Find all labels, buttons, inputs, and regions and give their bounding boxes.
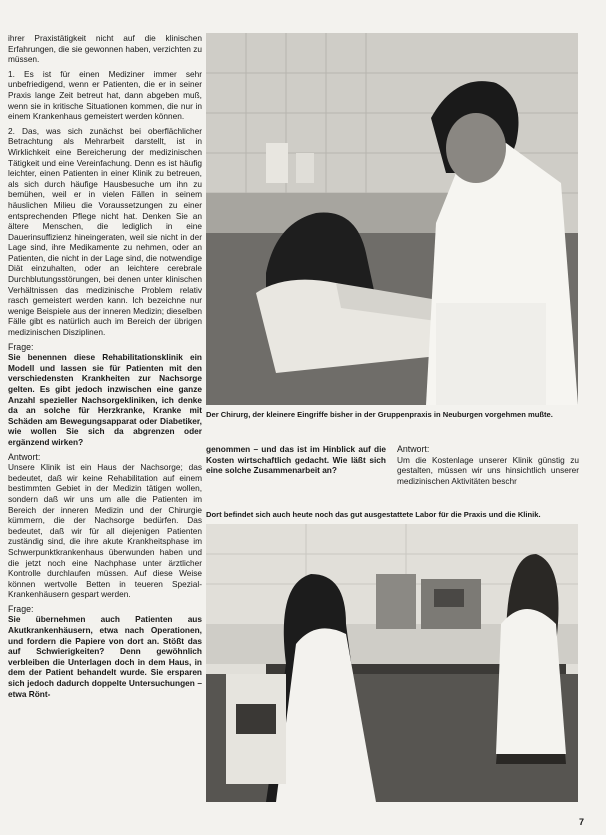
photo-doctor-with-patient-illustration <box>206 33 578 405</box>
point-2-paragraph: 2. Das, was sich zunächst bei oberflächlicher Betrachtung als Mehrarbeit darstellt, ist in Wirklichkeit eine Bereicherung der medizinischen Tätigkeit und eine Vereinfachung. Denn es ist häufig leichter, einen Patienten in einer Klinik zu betreuen, als sich durch häufige Hausbesuche um ihn zu bemühen, weil er in vielen Fällen in seinem häuslichen Milieu die Voraussetzungen zu einer entsprechenden Pflege nicht hat. Denken Sie an ältere Menschen, die lediglich in eine Dauerinsuffizienz hineingeraten, weil sie nicht in der Lage sind, ihre Medikamente zu nehmen, oder an Patienten, die nicht in der Lage sind, die notwendige Diät einzuhalten, oder an leichtere cerebrale Durchblutungsstörungen, bei denen unter klinischen Verhältnissen das medizinische Problem relativ rasch gemeistert werden kann. Ich bezeichne nur wenige Beispiele aus der inneren Medizin; dieselben Fälle gibt es natürlich auch im Bereich der übrigen medizinischen Disziplinen. <box>8 125 202 338</box>
answer-1-label: Antwort: <box>8 451 41 462</box>
photo-laboratory-illustration <box>206 524 578 802</box>
question-1-text: Sie benennen diese Rehabilitationsklinik ein Modell und lassen sie für Patienten mit den verschiedensten Krankheiten zur Nachsorge gelten. Es gibt jedoch inzwischen eine ganze Anzahl spezieller Nachsorgekliniken, ich denke da an solche für Herzkranke, Kranke mit Schäden am Bewegungsapparat oder Diabetiker, wie wollen Sie sich da abgrenzen oder ergänzend wirken? <box>8 352 202 447</box>
mid-right-block <box>397 444 579 486</box>
mid-left-text: genommen – und das ist im Hinblick auf die Kosten wirtschaftlich gedacht. Wie läßt sich eine solche Zusammenarbeit an? <box>206 444 386 476</box>
photo-bottom-caption: Dort befindet sich auch heute noch das gut ausgestattete Labor für die Praxis und die Klinik. <box>206 510 541 519</box>
page-number: 7 <box>578 817 584 827</box>
left-text-column <box>8 33 202 703</box>
photo-top-caption: Der Chirurg, der kleinere Eingriffe bisher in der Gruppenpraxis in Neuburgen vorgehmen mußte. <box>206 410 553 419</box>
intro-paragraph: ihrer Praxistätigkeit nicht auf die klinischen Erfahrungen, die sie gewonnen haben, verzichten zu müssen. <box>8 33 202 65</box>
question-2-text: Sie übernehmen auch Patienten aus Akutkrankenhäusern, etwa nach Operationen, und fordern die Papiere von dort an. Stößt das auf Schwierigkeiten? Denn gewöhnlich verbleiben die Unterlagen doch in dem Haus, in dem der Patient behandelt wurde. Sie ersparen sich jedoch dadurch doppelte Untersuchungen – etwa Rönt- <box>8 614 202 699</box>
photo-doctor-with-patient <box>206 33 578 405</box>
question-2-label: Frage: <box>8 603 34 614</box>
question-1-label: Frage: <box>8 341 34 352</box>
photo-laboratory <box>206 524 578 802</box>
mid-answer-text: Um die Kostenlage unserer Klinik günstig zu gestalten, müssen wir uns hinsichtlich unserer medizinischen Aktivitäten beschr <box>397 454 579 486</box>
answer-1-text: Unsere Klinik ist ein Haus der Nachsorge; das bedeutet, daß wir keine Rehabilitation auf einem bestimmten Gebiet in der Medizin tätigen wollen, sondern daß wir uns um alle die Patienten im Bereich der inneren Medizin und der Chirurgie kümmern, die der Nachsorge bedürfen. Das bedeutet, daß wir für all diejenigen Patienten zuständig sind, die ihre akute Krankheitsphase im Schwerpunktkrankenhaus überwunden haben und die jetzt noch eine Nachphase unter ärztlicher Kontrolle durchlaufen müssen. Auf diese Weise können wertvolle Betten in teueren Spezial-Krankenhäusern gespart werden. <box>8 462 202 600</box>
mid-answer-label: Antwort: <box>397 444 430 454</box>
point-1-paragraph: 1. Es ist für einen Mediziner immer sehr unbefriedigend, wenn er Patienten, die er in seiner Praxis lange Zeit betreut hat, dann abgeben muß, wenn sie in kritische Situationen kommen, die nur in einem Krankenhaus gemeistert werden können. <box>8 68 202 122</box>
